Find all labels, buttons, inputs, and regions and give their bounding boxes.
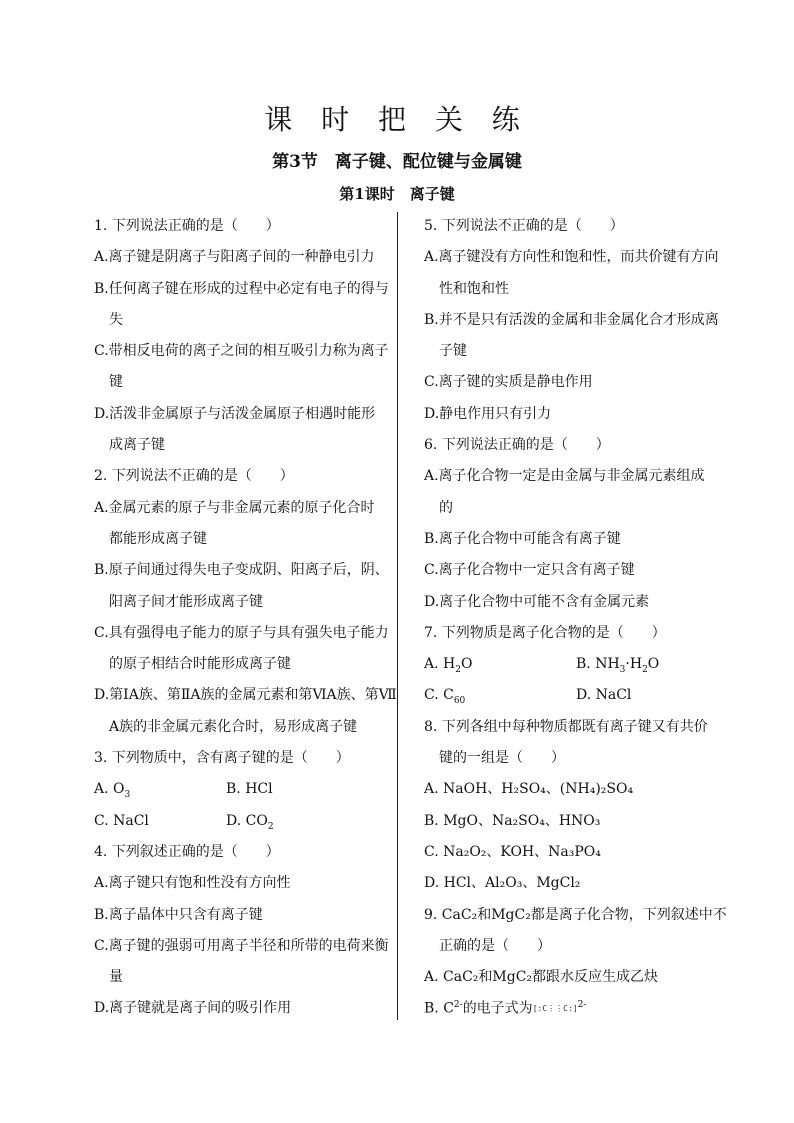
question-7-option-a: A. $H_2O$ <box>424 656 473 675</box>
question-5-option-a: A.离子键没有方向性和饱和性，而共价键有方向 <box>424 249 719 266</box>
question-6-option-a-cont: 的 <box>439 499 453 516</box>
question-2-option-b-cont: 阳离子间才能形成离子键 <box>109 593 263 610</box>
question-1-option-d-cont: 成离子键 <box>109 437 165 454</box>
question-3-options-ab <box>94 774 390 805</box>
question-3-option-d: D. $CO_2$ <box>226 812 274 832</box>
question-8-option-d: D. HCl、Al₂O₃、MgCl₂ <box>424 875 581 892</box>
left-column <box>94 211 397 1025</box>
question-4-option-b: B.离子晶体中只含有离子键 <box>94 906 263 923</box>
question-6-option-d: D.离子化合物中可能不含有金属元素 <box>424 593 650 610</box>
question-9-option-a: A. CaC₂和MgC₂都跟水反应生成乙炔 <box>424 969 659 986</box>
question-7-stem: 7. 下列物质是离子化合物的是（ ） <box>424 624 666 641</box>
question-6-option-c: C.离子化合物中一定只含有离子键 <box>424 562 635 579</box>
question-8-stem-cont: 键的一组是（ ） <box>439 750 565 767</box>
question-2-option-a-cont: 都能形成离子键 <box>109 530 207 547</box>
question-2-option-a: A.金属元素的原子与非金属元素的原子化合时 <box>94 499 375 516</box>
question-7-options-cd <box>424 680 722 711</box>
question-2-option-c-cont: 的原子相结合时能形成离子键 <box>109 656 291 673</box>
question-5-option-b: B.并不是只有活泼的金属和非金属化合才形成离 <box>424 311 719 328</box>
question-8-option-a: A. NaOH、H₂SO₄、(NH₄)₂SO₄ <box>424 781 634 798</box>
question-1-option-d: D.活泼非金属原子与活泼金属原子相遇时能形 <box>94 405 376 422</box>
question-8-option-c: C. Na₂O₂、KOH、Na₃PO₄ <box>424 843 601 860</box>
question-4-option-c-cont: 量 <box>109 969 123 986</box>
question-4-stem: 4. 下列叙述正确的是（ ） <box>94 843 280 860</box>
question-7-option-c: C. $C_{60}$ <box>424 687 466 707</box>
worksheet-title: 课 时 把 关 练 <box>264 103 530 136</box>
question-2-stem: 2. 下列说法不正确的是（ ） <box>94 468 294 485</box>
question-1-option-b: B.任何离子键在形成的过程中必定有电子的得与 <box>94 280 389 297</box>
lesson-heading: 第1课时 离子键 <box>339 185 455 203</box>
question-2-option-d: D.第ⅠA族、第ⅡA族的金属元素和第ⅥA族、第Ⅶ <box>94 687 397 704</box>
question-9-stem: 9. CaC₂和MgC₂都是离子化合物，下列叙述中不 <box>424 906 727 923</box>
question-1-stem: 1. 下列说法正确的是（ ） <box>94 218 280 234</box>
question-1-option-b-cont: 失 <box>109 311 123 328</box>
question-6-stem: 6. 下列说法正确的是（ ） <box>424 437 610 454</box>
question-5-option-c: C.离子键的实质是静电作用 <box>424 374 593 391</box>
question-3-option-b: B. HCl <box>226 781 273 798</box>
question-9-stem-cont: 正确的是（ ） <box>439 937 551 954</box>
question-3-option-a: A. $O_3$ <box>94 781 131 801</box>
question-1-option-c-cont: 键 <box>109 374 123 391</box>
question-4-option-a: A.离子键只有饱和性没有方向性 <box>94 875 291 892</box>
question-5-option-d: D.静电作用只有引力 <box>424 405 552 422</box>
question-1-option-c: C.带相反电荷的离子之间的相互吸引力称为离子 <box>94 343 389 360</box>
question-8-option-b: B. MgO、Na₂SO₄、HNO₃ <box>424 812 601 829</box>
question-2-option-d-cont: A族的非金属元素化合时，易形成离子键 <box>109 718 358 735</box>
column-divider <box>397 212 398 1020</box>
question-6-option-a: A.离子化合物一定是由金属与非金属元素组成 <box>424 468 705 485</box>
question-7-option-b: B. $NH_3\cdot H_2O$ <box>576 656 660 675</box>
electron-dot-formula: [:C⋮⋮C:] <box>532 1004 578 1014</box>
question-2-option-b: B.原子间通过得失电子变成阴、阳离子后，阴、 <box>94 562 389 579</box>
question-7-option-d: D. NaCl <box>576 687 632 704</box>
question-3-options-cd <box>94 806 390 837</box>
question-9-option-b: B. $C^{2-}$的电子式为[:C⋮⋮C:]$^{2-}$ <box>424 993 722 1024</box>
question-4-option-c: C.离子键的强弱可用离子半径和所带的电荷来衡 <box>94 937 389 954</box>
question-2-option-c: C.具有强得电子能力的原子与具有强失电子能力 <box>94 624 389 641</box>
question-3-stem: 3. 下列物质中，含有离子键的是（ ） <box>94 750 350 767</box>
question-8-stem: 8. 下列各组中每种物质都既有离子键又有共价 <box>424 718 708 735</box>
question-4-option-d: D.离子键就是离子间的吸引作用 <box>94 1000 292 1017</box>
question-3-option-c: C. NaCl <box>94 812 149 829</box>
question-1-option-a: A.离子键是阴离子与阳离子间的一种静电引力 <box>94 249 375 266</box>
question-5-option-b-cont: 子键 <box>439 343 467 360</box>
question-5-option-a-cont: 性和饱和性 <box>439 280 509 297</box>
section-heading: 第3节 离子键、配位键与金属键 <box>272 152 522 172</box>
question-5-stem: 5. 下列说法不正确的是（ ） <box>424 218 624 234</box>
question-7-options-ab <box>424 649 722 680</box>
question-6-option-b: B.离子化合物中可能含有离子键 <box>424 530 621 547</box>
right-column <box>424 211 727 1025</box>
